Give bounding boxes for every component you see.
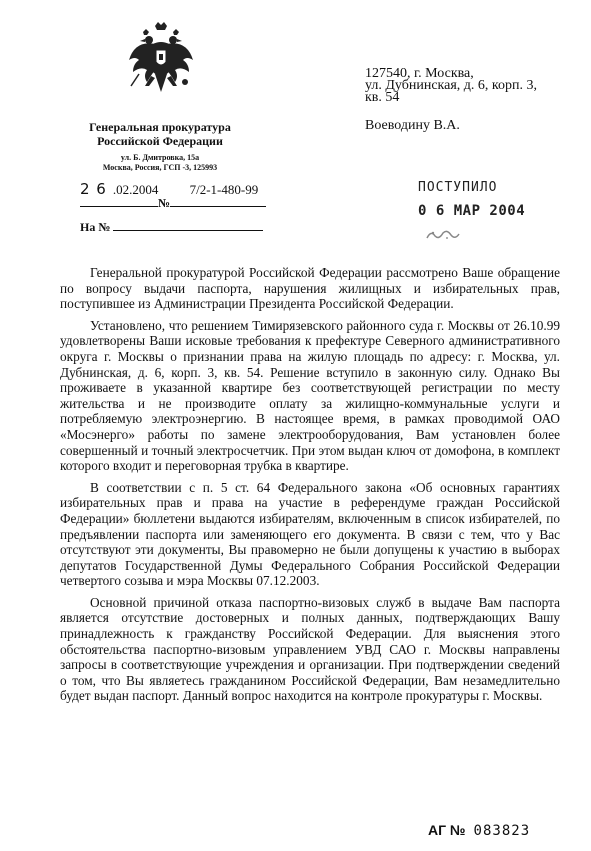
series-number: 083823 [473,823,531,839]
recipient-name: Воеводину В.А. [365,118,460,133]
in-reply-label: На № [80,220,111,234]
form-serial-number [428,822,530,839]
body-paragraph-4: Основной причиной отказа паспортно-визовых служб в выдаче Вам паспорта является отсутствие достоверных и полных данных, подтверждающих Вашу принадлежность к гражданству Российской Федерации. Для выяснения этого обстоятельства паспортно-визовым управлением УВД САО г. Москвы направлены запросы в соответствующие учреждения и организации. При подтверждении сведений о том, что Вы являетесь гражданином Российской Федерации, Вам незамедлительно будет выдан паспорт. Данный вопрос находится на контроле прокуратуры г. Москвы. [60,594,560,704]
organization-name-line2: Российской Федерации [97,134,223,148]
organization-address-line2: Москва, Россия, ГСП -3, 125993 [102,163,218,172]
body-paragraph-3: В соответствии с п. 5 ст. 64 Федерального закона «Об основных гарантиях избирательных прав и права на участие в референдуме граждан Российской Федерации» бюллетени выдаются избирателям, включенным в список избирателей, по предъявлении паспорта или заменяющего его документа. В связи с тем, что у Вас отсутствуют эти документы, Вы правомерно не были допущены к участию в выборах депутатов Государственной Думы Федерального Собрания Российской Федерации четвертого созыва и мэра Москвы 07.12.2003. [60,479,560,589]
organization-address-line1: ул. Б. Дмитровка, 15а [120,153,200,162]
received-stamp-label: ПОСТУПИЛО [418,180,498,195]
stamp-smudge-icon [425,228,463,242]
reference-number: 7/2-1-480-99 [189,182,259,197]
in-reply-underline [113,220,263,231]
received-stamp-date: 0 6 МАР 2004 [418,203,526,219]
organization-name [70,120,250,148]
body-paragraph-1: Генеральной прокуратурой Российской Федерации рассмотрено Ваше обращение по вопросу выдачи паспорта, нарушения жилищных и избирательных прав, поступившее из Администрации Президента Российской Федерации. [60,265,560,312]
date-month-year: .02.2004 [112,182,159,197]
recipient-address-line3: кв. 54 [365,90,400,105]
date-underline [80,196,158,207]
number-underline [170,196,266,207]
number-sign: № [158,196,171,210]
recipient-address-line1: 127540, г. Москва, [365,66,474,81]
organization-name-line1: Генеральная прокуратура [89,120,231,134]
handwritten-date-day: 2 6 [80,180,107,198]
outgoing-number-line [80,196,266,211]
recipient-address-line2: ул. Дубнинская, д. 6, корп. 3, [365,78,537,93]
series-label: АГ № [428,822,466,838]
body-paragraph-2: Установлено, что решением Тимирязевского районного суда г. Москвы от 26.10.99 удовлетворены Ваши исковые требования к префектуре Северного административного округа г. Москвы о признании права на жилую площадь по адресу: г. Москва, ул. Дубнинская, д. 6, корп. 3, кв. 54. Решение вступило в законную силу. Однако Вы проживаете в указанной квартире без соответствующей регистрации по месту жительства и не производите оплату за жилищно-коммунальные услуги и потребляемую электроэнергию. В настоящее время, в рамках проводимой ОАО «Мосэнерго» работы по замене электрооборудования, Вам установлен более совершенный и точный электросчетчик. При этом выдан ключ от домофона, в комплект которого входит и переговорная трубка в квартире. [60,317,560,474]
letter-body [60,265,560,710]
in-reply-to-line [80,220,263,235]
organization-address [70,153,250,173]
coat-of-arms-emblem-icon [125,20,197,102]
recipient-address [365,68,565,104]
